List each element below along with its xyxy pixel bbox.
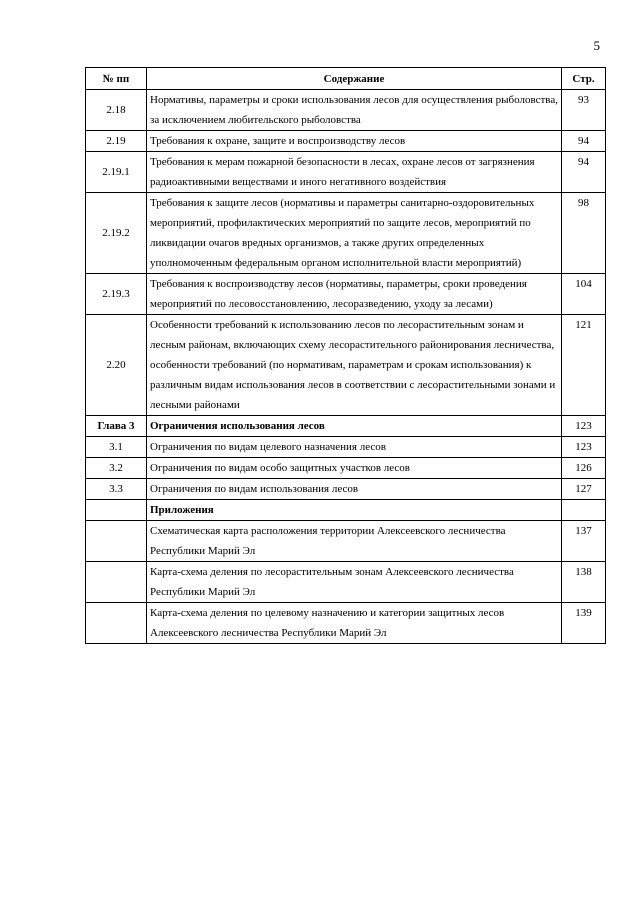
table-row (86, 437, 606, 458)
table-row (86, 458, 606, 479)
row-page: 93 (562, 90, 606, 131)
row-num: 2.19 (86, 131, 147, 152)
row-content: Карта-схема деления по целевому назначению и категории защитных лесов Алексеевского лесничества Республики Марий Эл (147, 603, 562, 644)
row-num (86, 603, 147, 644)
row-content: Ограничения по видам особо защитных участков лесов (147, 458, 562, 479)
table-row (86, 416, 606, 437)
row-page: 123 (562, 437, 606, 458)
row-content: Требования к воспроизводству лесов (нормативы, параметры, сроки проведения мероприятий по лесовосстановлению, лесоразведению, уходу за лесами) (147, 274, 562, 315)
table-row (86, 603, 606, 644)
header-row (86, 68, 606, 90)
row-page: 121 (562, 315, 606, 416)
row-num: 3.2 (86, 458, 147, 479)
row-num: Глава 3 (86, 416, 147, 437)
row-page: 123 (562, 416, 606, 437)
table-row (86, 131, 606, 152)
table-row (86, 152, 606, 193)
row-num: 2.18 (86, 90, 147, 131)
row-page: 98 (562, 193, 606, 274)
row-content: Ограничения по видам использования лесов (147, 479, 562, 500)
row-page: 137 (562, 521, 606, 562)
table-row (86, 500, 606, 521)
row-num: 2.19.1 (86, 152, 147, 193)
row-content: Схематическая карта расположения территории Алексеевского лесничества Республики Марий Эл (147, 521, 562, 562)
row-num: 2.19.2 (86, 193, 147, 274)
page-number: 5 (593, 38, 600, 53)
row-page: 138 (562, 562, 606, 603)
row-page: 127 (562, 479, 606, 500)
row-num: 3.3 (86, 479, 147, 500)
table-row (86, 562, 606, 603)
row-page: 94 (562, 131, 606, 152)
table-of-contents (85, 67, 606, 644)
row-num: 3.1 (86, 437, 147, 458)
row-page: 126 (562, 458, 606, 479)
row-num (86, 562, 147, 603)
row-num: 2.19.3 (86, 274, 147, 315)
row-num: 2.20 (86, 315, 147, 416)
row-content: Требования к защите лесов (нормативы и параметры санитарно-оздоровительных мероприятий, профилактических мероприятий по защите лесов, мероприятий по ликвидации очагов вредных организмов, а также других определенных уполномоченным федеральным органом исполнительной власти мероприятий) (147, 193, 562, 274)
table-row (86, 521, 606, 562)
header-content: Содержание (147, 68, 562, 90)
header-num: № пп (86, 68, 147, 90)
row-page: 104 (562, 274, 606, 315)
row-content: Ограничения по видам целевого назначения лесов (147, 437, 562, 458)
row-content: Нормативы, параметры и сроки использования лесов для осуществления рыболовства, за исключением любительского рыболовства (147, 90, 562, 131)
row-content: Карта-схема деления по лесорастительным зонам Алексеевского лесничества Республики Марий Эл (147, 562, 562, 603)
row-num (86, 521, 147, 562)
header-page: Стр. (562, 68, 606, 90)
row-page (562, 500, 606, 521)
row-page: 94 (562, 152, 606, 193)
row-page: 139 (562, 603, 606, 644)
table-row (86, 193, 606, 274)
row-num (86, 500, 147, 521)
row-content: Ограничения использования лесов (147, 416, 562, 437)
table-row (86, 479, 606, 500)
table-row (86, 315, 606, 416)
table-row (86, 274, 606, 315)
row-content: Особенности требований к использованию лесов по лесорастительным зонам и лесным районам, включающих схему лесорастительного районирования лесничества, особенности требований (по нормативам, параметрам и срокам использования) к различным видам использования лесов в соответствии с лесорастительными зонами и лесными районами (147, 315, 562, 416)
table-row (86, 90, 606, 131)
row-content: Требования к охране, защите и воспроизводству лесов (147, 131, 562, 152)
row-content: Требования к мерам пожарной безопасности в лесах, охране лесов от загрязнения радиоактивными веществами и иного негативного воздействия (147, 152, 562, 193)
row-content: Приложения (147, 500, 562, 521)
